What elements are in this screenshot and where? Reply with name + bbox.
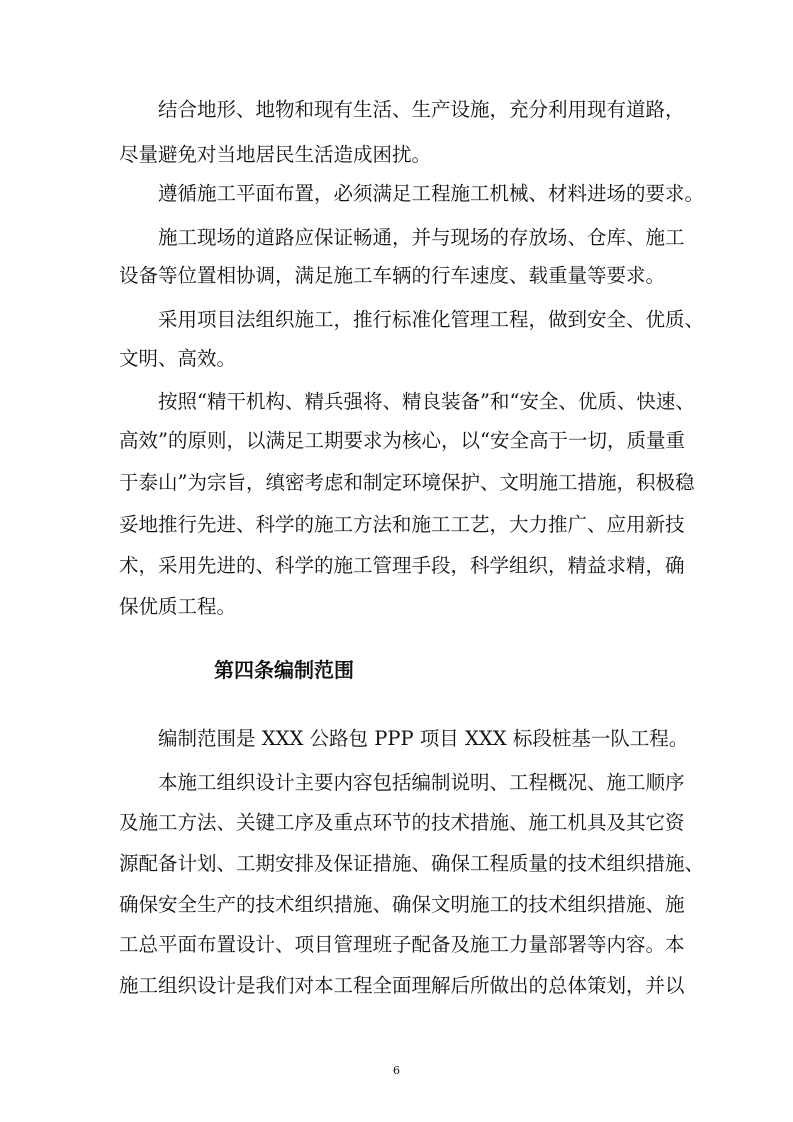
paragraph-line: 按照“精干机构、精兵强将、精良装备”和“安全、优质、快速、 <box>158 390 695 413</box>
paragraph-line: 本施工组织设计主要内容包括编制说明、工程概况、施工顺序 <box>158 771 685 794</box>
paragraph-line: 保优质工程。 <box>119 595 237 618</box>
paragraph-line: 高效”的原则，以满足工期要求为核心，以“安全高于一切，质量重 <box>119 429 685 452</box>
page-number: 6 <box>393 1064 400 1077</box>
section-heading: 第四条编制范围 <box>214 658 354 682</box>
paragraph-line: 于泰山”为宗旨，缜密考虑和制定环境保护、文明施工措施，积极稳 <box>119 471 695 494</box>
paragraph-line: 尽量避免对当地居民生活造成困扰。 <box>119 143 432 166</box>
paragraph-line: 术，采用先进的、科学的施工管理手段，科学组织，精益求精，确 <box>119 554 685 577</box>
paragraph-line: 确保安全生产的技术组织措施、确保文明施工的技术组织措施、施 <box>119 893 685 916</box>
paragraph-line: 文明、高效。 <box>119 347 237 370</box>
paragraph-line: 施工组织设计是我们对本工程全面理解后所做出的总体策划，并以 <box>119 974 685 997</box>
paragraph-line: 采用项目法组织施工，推行标准化管理工程，做到安全、优质、 <box>158 308 705 331</box>
paragraph-line: 工总平面布置设计、项目管理班子配备及施工力量部署等内容。本 <box>119 933 685 956</box>
paragraph-line: 妥地推行先进、科学的施工方法和施工工艺，大力推广、应用新技 <box>119 513 685 536</box>
paragraph-line: 设备等位置相协调，满足施工车辆的行车速度、载重量等要求。 <box>119 264 666 287</box>
paragraph-line: 施工现场的道路应保证畅通，并与现场的存放场、仓库、施工 <box>158 226 685 249</box>
paragraph-line: 结合地形、地物和现有生活、生产设施，充分利用现有道路， <box>158 98 685 121</box>
paragraph-line: 编制范围是 XXX 公路包 PPP 项目 XXX 标段桩基一队工程。 <box>158 727 689 750</box>
paragraph-line: 及施工方法、关键工序及重点环节的技术措施、施工机具及其它资 <box>119 811 685 834</box>
paragraph-line: 遵循施工平面布置，必须满足工程施工机械、材料进场的要求。 <box>158 182 705 205</box>
paragraph-line: 源配备计划、工期安排及保证措施、确保工程质量的技术组织措施、 <box>119 852 705 875</box>
